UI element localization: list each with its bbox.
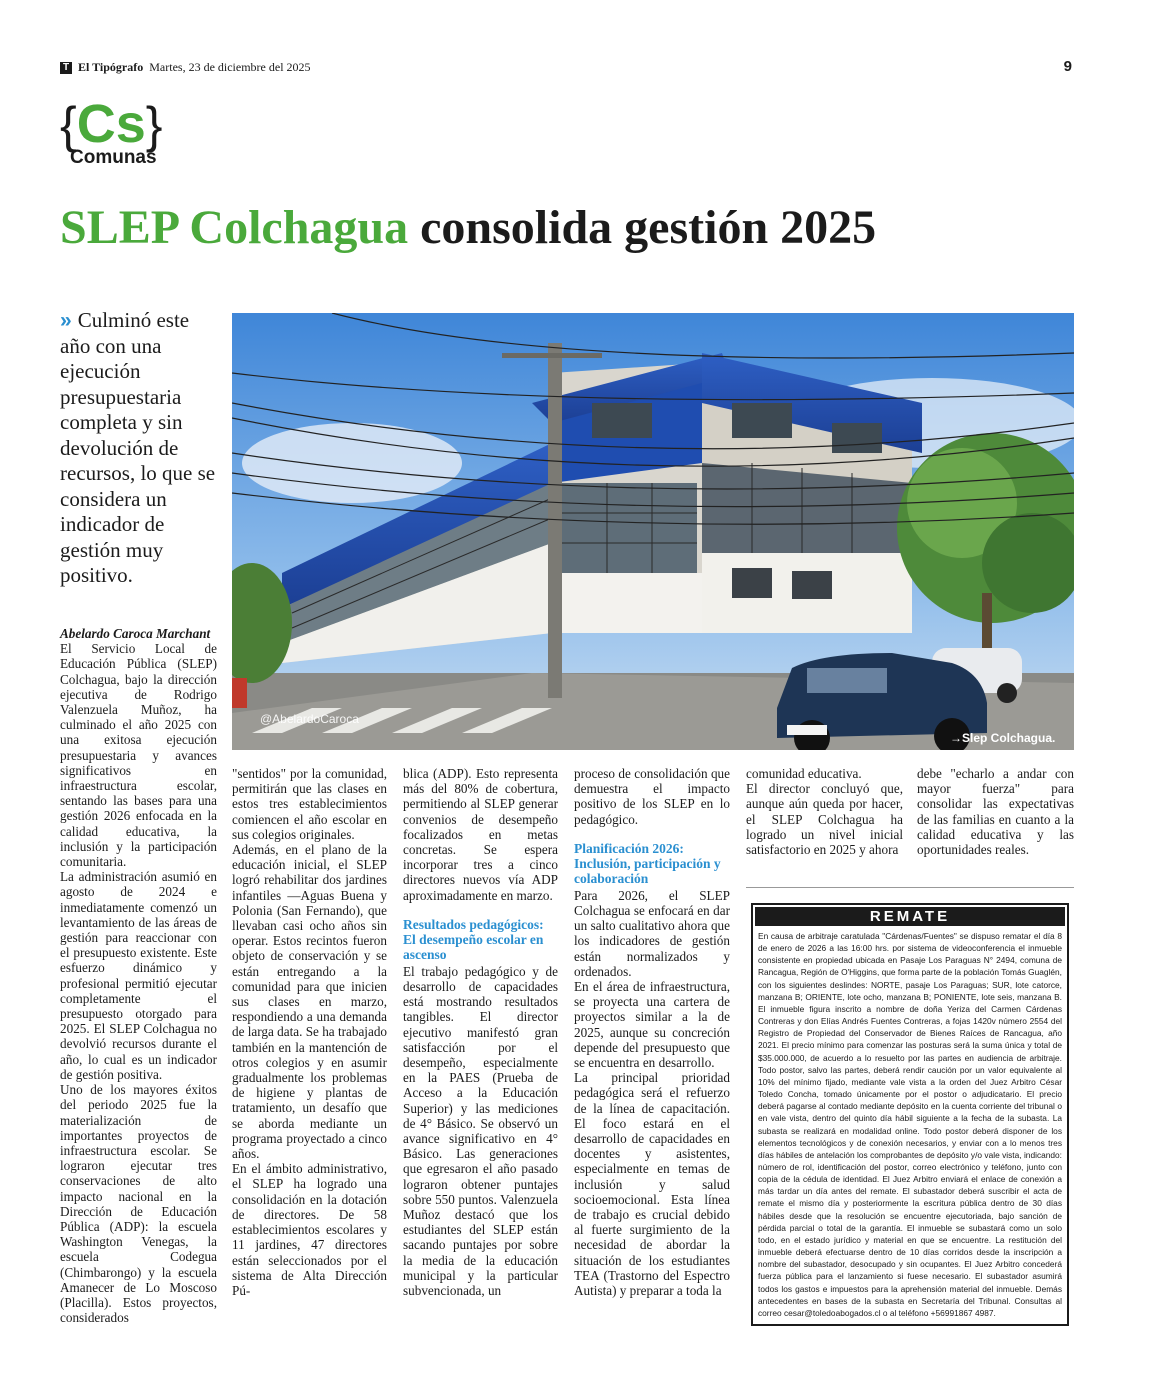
byline: Abelardo Caroca Marchant bbox=[60, 626, 211, 641]
paragraph: Además, en el plano de la educación inicial, el SLEP logró rehabilitar dos jardines infantiles —Aguas Buena y Polonia (San Fernando), que llevaban casi ocho años sin operar. Estos recintos fueron objeto de conservación y se están entregando a la comunidad para que inicien sus clases en marzo, respondiendo a una demanda de larga data. Se ha trabajado también en la mantención de otros colegios y en asumir gradualmente los problemas de higiene y plantas de tratamiento, un desafío que se aborda mediante un programa proyectado a cinco años. bbox=[232, 842, 388, 1162]
paragraph: El director concluyó que, aunque aún queda por hacer, el SLEP Colchagua ha logrado un nivel inicial satisfactorio en 2025 y ahora bbox=[746, 781, 903, 858]
paragraph: blica (ADP). Esto representa más del 80% de cobertura, permitiendo al SLEP generar convenios de desempeño focalizados en metas concretas. Se espera incorporar tres a cinco directores nuevos vía ADP aproximadamente en marzo. bbox=[403, 766, 558, 903]
article-column-6 bbox=[917, 766, 1074, 857]
issue-date: Martes, 23 de diciembre del 2025 bbox=[149, 60, 311, 74]
subhead-results: Resultados pedagógicos: El desempeño escolar en ascenso bbox=[403, 916, 544, 962]
article-column-4 bbox=[574, 766, 730, 1298]
photo-credit-left: @AbelardoCaroca bbox=[260, 712, 359, 726]
section-code-letters: Cs bbox=[76, 94, 146, 154]
deck bbox=[60, 308, 220, 589]
paragraph: La principal prioridad pedagógica será el refuerzo de la línea de capacitación. El foco estará en el desarrollo de capacidades en docentes y asistentes, especialmente en temas de inclusión y salud socioemocional. Esta línea de trabajo es crucial debido al fuerte surgimiento de la necesidad de abordar la situación de los estudiantes TEA (Trastorno del Espectro Autista) y preparar a toda la bbox=[574, 1070, 730, 1299]
headline-rest: consolida gestión 2025 bbox=[420, 201, 877, 254]
page-header bbox=[60, 60, 311, 75]
paragraph: La administración asumió en agosto de 2024 e inmediatamente comenzó un levantamiento de las áreas de gestión para reaccionar con el presupuesto existente. Este esfuerzo dinámico y profesional permitió ejecutar completamente el presupuesto otorgado para 2025. El SLEP Colchagua no devolvió recursos durante el año, lo cual es un indicador de gestión positiva. bbox=[60, 869, 217, 1082]
headline bbox=[60, 200, 876, 255]
paragraph: Para 2026, el SLEP Colchagua se enfocará en dar un salto cualitativo ahora que los indicadores de gestión están normalizados y ordenados. bbox=[574, 887, 730, 979]
paragraph: En el ámbito administrativo, el SLEP ha logrado una consolidación en la dotación de directores. De 58 establecimientos escolares y 11 jardines, 47 directores están seleccionados por el sistema de Alta Dirección Pú- bbox=[232, 1161, 387, 1298]
paragraph: En el área de infraestructura, se proyecta una cartera de proyectos similar a la de 2025, aunque su concreción depende del presupuesto que se encuentra en desarrollo. bbox=[574, 979, 730, 1071]
publication-logo-icon: T bbox=[60, 62, 72, 74]
quote-mark-icon: » bbox=[60, 309, 72, 332]
paragraph: "sentidos" por la comunidad, permitirán que las clases en estos tres establecimientos comiencen el año escolar en sus colegios originales. bbox=[232, 766, 387, 842]
photo-credit-right: →Slep Colchagua. bbox=[950, 731, 1056, 745]
brace-open: { bbox=[60, 97, 77, 153]
headline-highlight: SLEP Colchagua bbox=[60, 201, 409, 254]
remate-notice bbox=[751, 903, 1069, 1326]
brace-close: } bbox=[145, 97, 163, 153]
publication-name: El Tipógrafo bbox=[78, 60, 144, 74]
paragraph: debe "echarlo a andar con mayor fuerza" para consolidar las expectativas de las familias en cuanto a la calidad educativa y las oportunidades reales. bbox=[917, 766, 1074, 858]
subhead-planning: Planificación 2026: Inclusión, participación y colaboración bbox=[574, 840, 721, 886]
section-code bbox=[60, 96, 210, 153]
paragraph: El trabajo pedagógico y de desarrollo de capacidades está mostrando resultados tangibles. El director ejecutivo manifestó gran satisfacción por el desempeño, especialmente en la PAES (Prueba de Acceso a la Educación Superior) y las mediciones de 4° Básico. Se observó un avance significativo en 4° Básico. Las generaciones que egresaron el año pasado lograron obtener puntajes sobre 550 puntos. Valenzuela Muñoz destacó que los estudiantes del SLEP están sacando puntajes por sobre la media de la educación municipal y la particular subvencionada, un bbox=[403, 963, 558, 1299]
paragraph: El Servicio Local de Educación Pública (SLEP) Colchagua, bajo la dirección ejecutiva de Rodrigo Valenzuela Muñoz, ha culminado el año 2025 con una exitosa ejecución presupuestaria y avances significativos en infraestructura escolar, sentando las bases para una gestión 2026 enfocada en la calidad educativa, la inclusión y la participación comunitaria. bbox=[60, 641, 217, 870]
article-column-2 bbox=[232, 766, 387, 1298]
building-photo-illustration bbox=[232, 313, 1074, 750]
article-photo bbox=[232, 313, 1074, 750]
section-badge bbox=[60, 96, 210, 169]
divider bbox=[746, 887, 1074, 888]
article-column-5 bbox=[746, 766, 903, 857]
section-name: Comunas bbox=[70, 147, 157, 168]
article-column-3 bbox=[403, 766, 558, 1298]
deck-text: Culminó este año con una ejecución presupuestaria completa y sin devolución de recursos, lo que se considera un indicador de gestión muy positivo. bbox=[60, 308, 216, 587]
remate-body: En causa de arbitraje caratulada "Cárdenas/Fuentes" se dispuso rematar el día 8 de enero de 2026 a las 16:00 hrs. por sistema de videoconferencia el inmueble consistente en propiedad ubicada en Pasaje Los Paraguas N° 2494, comuna de Rancagua, Región de O'Higgins, que forma parte de la población Tomás Guaglén, con los siguientes deslindes: NORTE, pasaje Los Paraguas; SUR, lote catorce, manzana B; ORIENTE, lote ocho, manzana B; PONIENTE, lote seis, manzana B. El inmueble figura inscrito a nombre de doña Yeriza del Carmen Cárdenas Contreras y don Elías Andrés Fuentes Contreras, a fojas 1420v número 2554 del Registro de Propiedad del Conservador de Bienes Raíces de Rancagua, año 2021. El precio mínimo para comenzar las posturas será la suma única y total de $35.000.000, de acuerdo a lo resuelto por las partes en audiencia de arbitraje. Todo postor, salvo las partes, deberá rendir caución por un valor equivalente al 10% del mínimo fijado, mediante vale vista a la orden del Juez Arbitro César Toledo Concha, tomado únicamente por el postor o adjudicatario. El precio deberá pagarse al contado mediante depósito en la cuenta corriente del tribunal o en vale vista, dentro del quinto día hábil siguiente a la fecha de la subasta. La subasta se realizará en modalidad online. Todo postor deberá disponer de los elementos tecnológicos y de conexión necesarios, y enviar con a lo menos tres días hábiles de antelación los comprobantes de depósito y/o vale vista, indicando: número de rol, identificación del postor, correo electrónico y teléfono, junto con copia de la cédula de identidad. El Juez Arbitro enviará el enlace de conexión a más tardar un día antes del remate. El subastador deberá suscribir el acta de remate el mismo día y posteriormente la escritura pública dentro de 30 días hábiles desde que la resolución se encuentre ejecutoriada, bajo sanción de pérdida parcial o total de la garantía. El inmueble se subastará como un solo todo, en el estado jurídico y material en que se encuentre. La restitución del inmueble deberá efectuarse dentro de 10 días corridos desde la inscripción a nombre del subastador, desocupado y sin ocupantes. El Juez Arbitro concederá fuerza pública para el lanzamiento si fuese necesario. El subastador asumirá todos los gastos e impuestos para la aprehensión material del inmueble. Demás antecedentes en bases de la subasta en Secretaría del Tribunal. Consultas al correo cesar@toledoabogados.cl o al teléfono +56991867 4987. bbox=[758, 931, 1062, 1318]
page-number: 9 bbox=[1063, 58, 1072, 75]
article-column-1 bbox=[60, 626, 217, 1325]
paragraph: Uno de los mayores éxitos del periodo 2025 fue la materialización de importantes proyectos de infraestructura escolar. Se lograron ejecutar tres conservaciones de alto impacto nacional en la Dirección de Educación Pública (ADP): la escuela Washington Venegas, la escuela Codegua (Chimbarongo) y la escuela Amanecer de Lo Moscoso (Placilla). Estos proyectos, considerados bbox=[60, 1082, 217, 1326]
remate-title: REMATE bbox=[755, 907, 1065, 926]
paragraph: comunidad educativa. bbox=[746, 766, 862, 781]
paragraph: proceso de consolidación que demuestra el impacto positivo de los SLEP en lo pedagógico. bbox=[574, 766, 730, 827]
